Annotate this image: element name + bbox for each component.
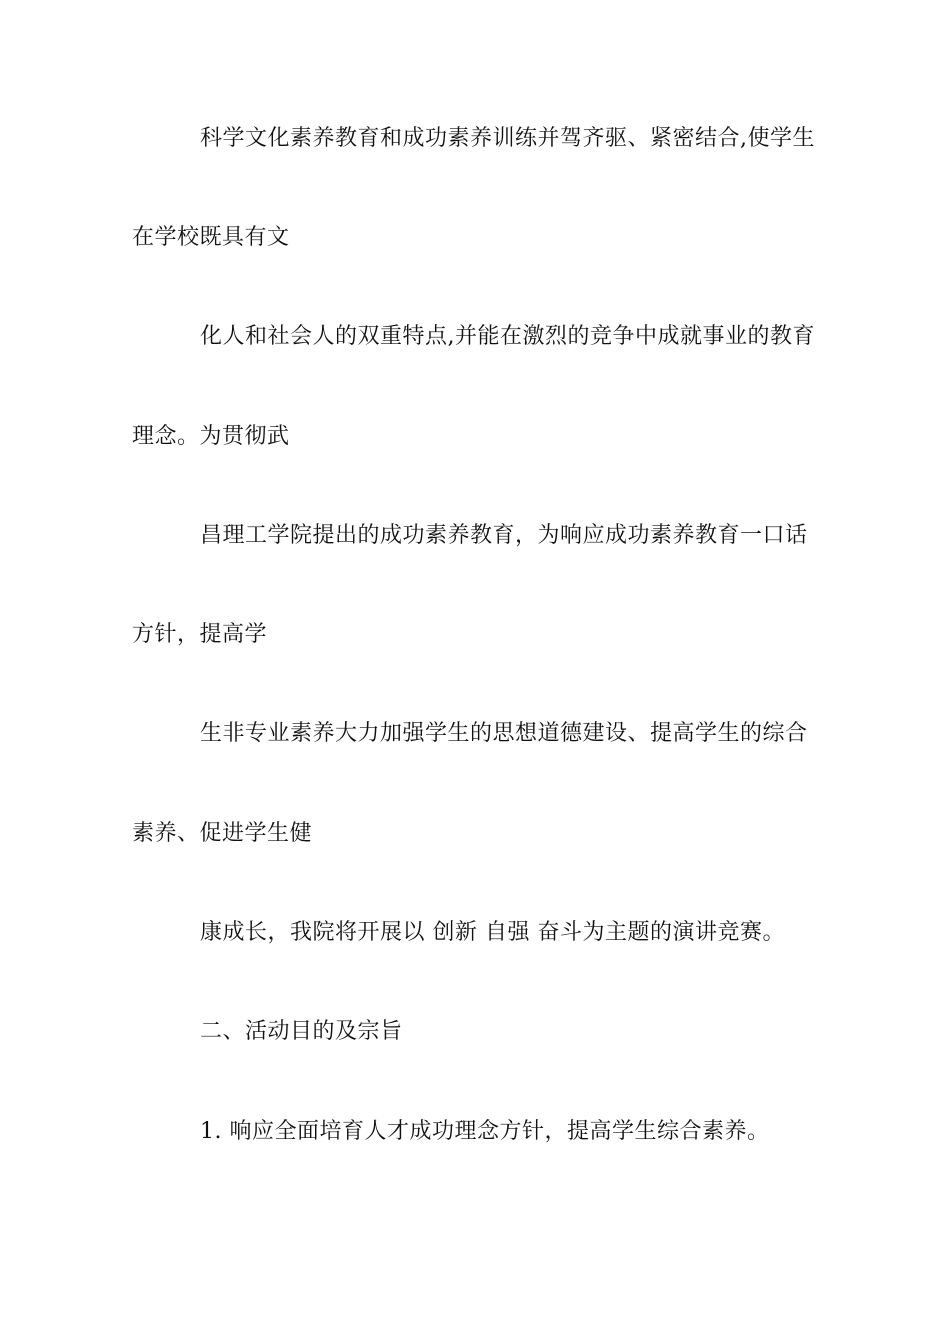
paragraph-line-1: 科学文化素养教育和成功素养训练并驾齐驱、紧密结合,使学生 — [200, 126, 815, 151]
paragraph-line-5: 昌理工学院提出的成功素养教育，为响应成功素养教育一口话 — [200, 523, 808, 548]
section-heading: 二、活动目的及宗旨 — [200, 1019, 403, 1044]
paragraph-line-2: 在学校既具有文 — [132, 225, 290, 250]
paragraph-line-9: 康成长，我院将开展以 创新 自强 奋斗为主题的演讲竞赛。 — [200, 920, 785, 945]
paragraph-line-4: 理念。为贯彻武 — [132, 424, 290, 449]
paragraph-line-6: 方针，提高学 — [132, 622, 268, 647]
paragraph-line-7: 生非专业素养大力加强学生的思想道德建设、提高学生的综合 — [200, 721, 808, 746]
paragraph-line-8: 素养、促进学生健 — [132, 821, 313, 846]
paragraph-line-3: 化人和社会人的双重特点,并能在激烈的竞争中成就事业的教育 — [200, 324, 815, 349]
list-item-1: 1. 响应全面培育人才成功理念方针，提高学生综合素养。 — [200, 1119, 770, 1144]
